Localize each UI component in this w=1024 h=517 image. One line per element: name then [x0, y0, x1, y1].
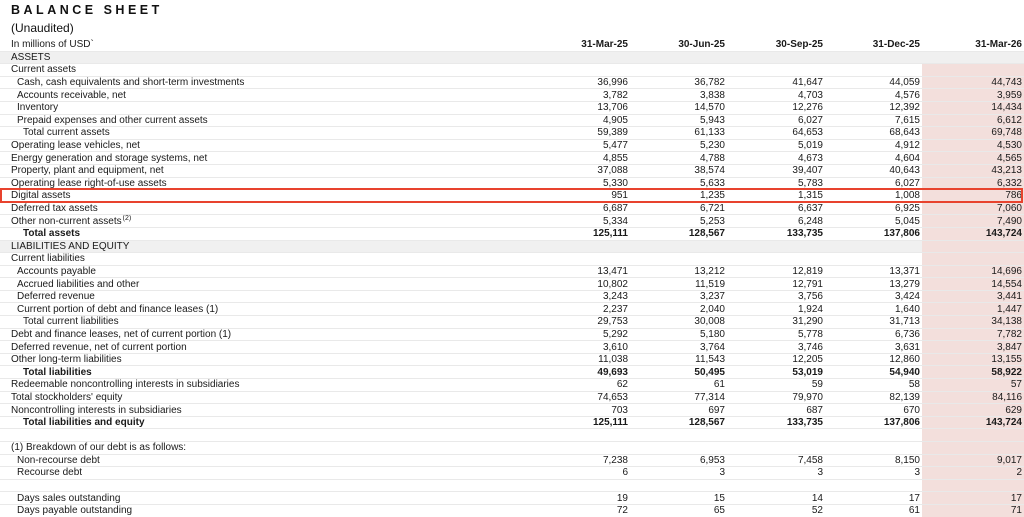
- table-row: [0, 115, 1024, 128]
- cell-value: 5,334: [602, 215, 628, 227]
- cell-value: 13,371: [889, 265, 920, 277]
- table-row: [0, 442, 1024, 455]
- cell-value: 40,643: [889, 165, 920, 177]
- table-row: [0, 404, 1024, 417]
- cell-value: 5,019: [797, 140, 823, 152]
- cell-value: 4,530: [922, 140, 1024, 152]
- row-label: Accrued liabilities and other: [17, 278, 140, 290]
- cell-value: 14: [811, 492, 823, 504]
- cell-value: 14,554: [922, 278, 1024, 290]
- cell-value: 14,570: [694, 102, 725, 114]
- cell-value: 13,279: [889, 278, 920, 290]
- column-header-date: 31-Mar-25: [581, 39, 628, 51]
- unit-label: In millions of USD`: [11, 39, 94, 51]
- cell-value: 697: [708, 404, 725, 416]
- cell-value: [922, 442, 1024, 454]
- cell-value: 64,653: [792, 127, 823, 139]
- table-row: [0, 77, 1024, 90]
- cell-value: 3,782: [602, 89, 628, 101]
- row-label: Total stockholders' equity: [11, 391, 123, 403]
- row-label: Noncontrolling interests in subsidiaries: [11, 404, 182, 416]
- cell-value: [825, 442, 922, 454]
- cell-value: 5,477: [602, 140, 628, 152]
- cell-value: 3: [719, 467, 725, 479]
- column-header-date: 31-Mar-26: [975, 39, 1022, 51]
- cell-value: 4,855: [602, 152, 628, 164]
- cell-value: 5,180: [699, 328, 725, 340]
- cell-value: 6,953: [699, 454, 725, 466]
- cell-value: [825, 64, 922, 76]
- table-row: [0, 215, 1024, 228]
- cell-value: 5,943: [699, 114, 725, 126]
- cell-value: [630, 52, 727, 64]
- cell-value: 703: [611, 404, 628, 416]
- cell-value: [630, 241, 727, 253]
- cell-value: 13,155: [922, 354, 1024, 366]
- cell-value: 36,996: [597, 77, 628, 89]
- cell-value: 31,290: [792, 316, 823, 328]
- cell-value: 65: [713, 505, 725, 517]
- cell-value: 30,008: [694, 316, 725, 328]
- row-label: Days sales outstanding: [17, 492, 121, 504]
- cell-value: 84,116: [922, 392, 1024, 404]
- row-label: Redeemable noncontrolling interests in subsidiaries: [11, 379, 240, 391]
- cell-value: 12,392: [889, 102, 920, 114]
- footnote-superscript: (2): [122, 215, 132, 222]
- cell-value: 5,230: [699, 140, 725, 152]
- row-label: Accounts payable: [17, 265, 96, 277]
- cell-value: 8,150: [894, 454, 920, 466]
- table-row: [0, 417, 1024, 430]
- cell-value: 13,706: [597, 102, 628, 114]
- cell-value: [533, 429, 630, 441]
- cell-value: 3,610: [602, 341, 628, 353]
- cell-value: 7,238: [602, 454, 628, 466]
- cell-value: 6,027: [797, 114, 823, 126]
- cell-value: 5,783: [797, 177, 823, 189]
- cell-value: 12,276: [792, 102, 823, 114]
- row-label: Accounts receivable, net: [17, 89, 126, 101]
- cell-value: 1,924: [797, 303, 823, 315]
- cell-value: 4,576: [894, 89, 920, 101]
- table-row: [0, 102, 1024, 115]
- cell-value: 3,764: [699, 341, 725, 353]
- cell-value: 3: [817, 467, 823, 479]
- cell-value: 38,574: [694, 165, 725, 177]
- cell-value: 6,637: [797, 203, 823, 215]
- cell-value: 37,088: [597, 165, 628, 177]
- table-row: [0, 253, 1024, 266]
- cell-value: 14,434: [922, 102, 1024, 114]
- cell-value: 5,253: [699, 215, 725, 227]
- cell-value: [533, 64, 630, 76]
- cell-value: 54,940: [889, 366, 920, 378]
- table-row: [0, 190, 1024, 203]
- row-label: Deferred revenue: [17, 291, 95, 303]
- cell-value: 4,905: [602, 114, 628, 126]
- cell-value: [922, 52, 1024, 64]
- cell-value: 137,806: [883, 417, 920, 429]
- cell-value: 143,724: [922, 417, 1024, 429]
- cell-value: 133,735: [786, 417, 823, 429]
- cell-value: [630, 64, 727, 76]
- cell-value: 4,912: [894, 140, 920, 152]
- cell-value: 7,060: [922, 203, 1024, 215]
- cell-value: 17: [908, 492, 920, 504]
- cell-value: 19: [616, 492, 628, 504]
- row-label: Non-recourse debt: [17, 454, 100, 466]
- cell-value: 2,040: [699, 303, 725, 315]
- cell-value: [533, 480, 630, 492]
- cell-value: 61,133: [694, 127, 725, 139]
- table-row: [0, 278, 1024, 291]
- cell-value: 59,389: [597, 127, 628, 139]
- cell-value: 6,027: [894, 177, 920, 189]
- row-label: Operating lease right-of-use assets: [11, 177, 167, 189]
- table-row: [0, 203, 1024, 216]
- cell-value: 5,330: [602, 177, 628, 189]
- row-label: Total current liabilities: [23, 316, 119, 328]
- row-label: Current liabilities: [11, 253, 85, 265]
- cell-value: [630, 429, 727, 441]
- cell-value: 1,235: [699, 190, 725, 202]
- cell-value: 133,735: [786, 228, 823, 240]
- cell-value: 4,604: [894, 152, 920, 164]
- cell-value: 7,782: [922, 329, 1024, 341]
- cell-value: 13,212: [694, 265, 725, 277]
- cell-value: [922, 480, 1024, 492]
- cell-value: 687: [806, 404, 823, 416]
- cell-value: [727, 241, 825, 253]
- cell-value: 59: [811, 379, 823, 391]
- table-row: [0, 152, 1024, 165]
- cell-value: 61: [908, 505, 920, 517]
- cell-value: 17: [922, 492, 1024, 504]
- cell-value: 125,111: [592, 228, 628, 240]
- cell-value: [825, 429, 922, 441]
- row-label: Deferred tax assets: [11, 203, 98, 215]
- table-row: [0, 228, 1024, 241]
- cell-value: 58,922: [922, 366, 1024, 378]
- cell-value: 4,788: [699, 152, 725, 164]
- cell-value: 11,038: [598, 354, 628, 366]
- cell-value: 3,959: [922, 89, 1024, 101]
- table-row: [0, 140, 1024, 153]
- cell-value: 7,490: [922, 215, 1024, 227]
- table-row: [0, 165, 1024, 178]
- row-label: Current assets: [11, 64, 77, 76]
- table-row: [0, 178, 1024, 191]
- cell-value: [533, 241, 630, 253]
- cell-value: 3,237: [699, 291, 725, 303]
- spacer-row: [0, 480, 1024, 493]
- cell-value: 3,424: [894, 291, 920, 303]
- cell-value: 6,687: [602, 203, 628, 215]
- row-label: Total assets: [23, 228, 81, 240]
- cell-value: 3,631: [894, 341, 920, 353]
- row-label: Current portion of debt and finance leases (1): [17, 303, 219, 315]
- cell-value: 68,643: [889, 127, 920, 139]
- cell-value: 72: [616, 505, 628, 517]
- page-subtitle: (Unaudited): [11, 21, 74, 35]
- cell-value: 6,736: [894, 328, 920, 340]
- cell-value: 3: [914, 467, 920, 479]
- row-label: Other long-term liabilities: [11, 354, 122, 366]
- row-label: [0, 480, 533, 492]
- cell-value: 74,653: [597, 391, 628, 403]
- cell-value: 3,243: [602, 291, 628, 303]
- cell-value: 128,567: [688, 417, 725, 429]
- cell-value: 951: [611, 190, 628, 202]
- table-row: [0, 492, 1024, 505]
- cell-value: [825, 480, 922, 492]
- table-row: [0, 505, 1024, 517]
- cell-value: 1,315: [797, 190, 823, 202]
- cell-value: [533, 442, 630, 454]
- balance-sheet-table: [0, 39, 1024, 517]
- cell-value: 3,746: [797, 341, 823, 353]
- cell-value: 5,633: [699, 177, 725, 189]
- cell-value: 31,713: [889, 316, 920, 328]
- row-label: (1) Breakdown of our debt is as follows:: [11, 442, 187, 454]
- cell-value: [630, 480, 727, 492]
- row-label: Energy generation and storage systems, net: [11, 152, 208, 164]
- cell-value: 128,567: [688, 228, 725, 240]
- row-label: Other non-current assets (2): [11, 215, 132, 227]
- cell-value: 137,806: [883, 228, 920, 240]
- row-label: Debt and finance leases, net of current portion (1): [11, 328, 232, 340]
- cell-value: 6,612: [922, 115, 1024, 127]
- cell-value: 125,111: [592, 417, 628, 429]
- table-row: [0, 127, 1024, 140]
- cell-value: [825, 241, 922, 253]
- row-label: Recourse debt: [17, 467, 83, 479]
- table-body: [0, 52, 1024, 517]
- cell-value: 39,407: [792, 165, 823, 177]
- cell-value: 49,693: [597, 366, 628, 378]
- cell-value: 15: [713, 492, 725, 504]
- cell-value: 9,017: [922, 455, 1024, 467]
- cell-value: 57: [922, 379, 1024, 391]
- cell-value: 6,248: [797, 215, 823, 227]
- cell-value: 6,925: [894, 203, 920, 215]
- document-header: [11, 3, 163, 35]
- cell-value: 5,778: [797, 328, 823, 340]
- cell-value: [727, 64, 825, 76]
- cell-value: [727, 442, 825, 454]
- cell-value: 10,802: [597, 278, 628, 290]
- cell-value: 6: [622, 467, 628, 479]
- row-label: Digital assets: [11, 190, 71, 202]
- cell-value: 77,314: [694, 391, 725, 403]
- cell-value: [727, 52, 825, 64]
- row-label: Total liabilities: [23, 366, 92, 378]
- table-row: [0, 266, 1024, 279]
- table-row: [0, 241, 1024, 254]
- cell-value: 2: [922, 467, 1024, 479]
- cell-value: 44,059: [889, 77, 920, 89]
- cell-value: 43,213: [922, 165, 1024, 177]
- table-header-row: [0, 39, 1024, 52]
- row-label: LIABILITIES AND EQUITY: [11, 240, 130, 252]
- cell-value: 629: [922, 404, 1024, 416]
- table-row: [0, 64, 1024, 77]
- row-label: [0, 429, 533, 441]
- cell-value: 61: [713, 379, 725, 391]
- cell-value: [922, 64, 1024, 76]
- table-row: [0, 316, 1024, 329]
- cell-value: 12,819: [792, 265, 823, 277]
- cell-value: 12,860: [889, 354, 920, 366]
- cell-value: 5,292: [602, 328, 628, 340]
- cell-value: 12,791: [792, 278, 823, 290]
- cell-value: 11,519: [695, 278, 725, 290]
- table-row: [0, 379, 1024, 392]
- cell-value: 62: [616, 379, 628, 391]
- cell-value: 3,847: [922, 341, 1024, 353]
- cell-value: 41,647: [792, 77, 823, 89]
- cell-value: 79,970: [792, 391, 823, 403]
- cell-value: [727, 253, 825, 265]
- table-row: [0, 354, 1024, 367]
- cell-value: 52: [811, 505, 823, 517]
- cell-value: 11,543: [695, 354, 725, 366]
- cell-value: 1,640: [894, 303, 920, 315]
- cell-value: 12,205: [792, 354, 823, 366]
- table-row: [0, 52, 1024, 65]
- cell-value: 4,703: [797, 89, 823, 101]
- page-title: BALANCE SHEET: [11, 3, 163, 17]
- cell-value: 71: [922, 505, 1024, 517]
- cell-value: [922, 241, 1024, 253]
- cell-value: 143,724: [922, 228, 1024, 240]
- row-label: ASSETS: [11, 51, 51, 63]
- cell-value: 4,673: [797, 152, 823, 164]
- column-header-date: 30-Jun-25: [678, 39, 725, 51]
- cell-value: [922, 429, 1024, 441]
- row-label: Total current assets: [23, 127, 110, 139]
- cell-value: 6,721: [699, 203, 725, 215]
- cell-value: 6,332: [922, 178, 1024, 190]
- cell-value: 14,696: [922, 266, 1024, 278]
- cell-value: [825, 253, 922, 265]
- row-label: Prepaid expenses and other current assets: [17, 114, 208, 126]
- cell-value: [533, 52, 630, 64]
- cell-value: 3,838: [699, 89, 725, 101]
- table-row: [0, 455, 1024, 468]
- table-row: [0, 341, 1024, 354]
- row-label: Operating lease vehicles, net: [11, 140, 140, 152]
- cell-value: 3,756: [797, 291, 823, 303]
- table-row: [0, 392, 1024, 405]
- cell-value: 36,782: [694, 77, 725, 89]
- cell-value: 7,458: [797, 454, 823, 466]
- table-row: [0, 303, 1024, 316]
- column-header-date: 31-Dec-25: [872, 39, 920, 51]
- cell-value: [533, 253, 630, 265]
- row-label: Total liabilities and equity: [23, 417, 145, 429]
- cell-value: 1,447: [922, 303, 1024, 315]
- row-label: Deferred revenue, net of current portion: [11, 341, 187, 353]
- cell-value: 3,441: [922, 291, 1024, 303]
- cell-value: 4,565: [922, 152, 1024, 164]
- cell-value: 50,495: [694, 366, 725, 378]
- table-row: [0, 366, 1024, 379]
- cell-value: 34,138: [922, 316, 1024, 328]
- cell-value: 2,237: [602, 303, 628, 315]
- row-label: Property, plant and equipment, net: [11, 165, 164, 177]
- row-label: Inventory: [17, 102, 59, 114]
- cell-value: 786: [922, 190, 1024, 202]
- table-row: [0, 291, 1024, 304]
- cell-value: 44,743: [922, 77, 1024, 89]
- column-header-date: 30-Sep-25: [775, 39, 823, 51]
- cell-value: 53,019: [792, 366, 823, 378]
- cell-value: 58: [908, 379, 920, 391]
- cell-value: [630, 442, 727, 454]
- cell-value: [630, 253, 727, 265]
- cell-value: 69,748: [922, 127, 1024, 139]
- cell-value: 670: [903, 404, 920, 416]
- cell-value: [922, 253, 1024, 265]
- cell-value: 13,471: [597, 265, 628, 277]
- cell-value: [727, 480, 825, 492]
- table-row: [0, 329, 1024, 342]
- cell-value: [727, 429, 825, 441]
- table-row: [0, 467, 1024, 480]
- row-label: Days payable outstanding: [17, 505, 133, 517]
- table-row: [0, 89, 1024, 102]
- cell-value: 7,615: [894, 114, 920, 126]
- row-label: Cash, cash equivalents and short-term investments: [17, 77, 245, 89]
- cell-value: 29,753: [597, 316, 628, 328]
- cell-value: 5,045: [894, 215, 920, 227]
- cell-value: 1,008: [894, 190, 920, 202]
- spacer-row: [0, 429, 1024, 442]
- cell-value: [825, 52, 922, 64]
- cell-value: 82,139: [889, 391, 920, 403]
